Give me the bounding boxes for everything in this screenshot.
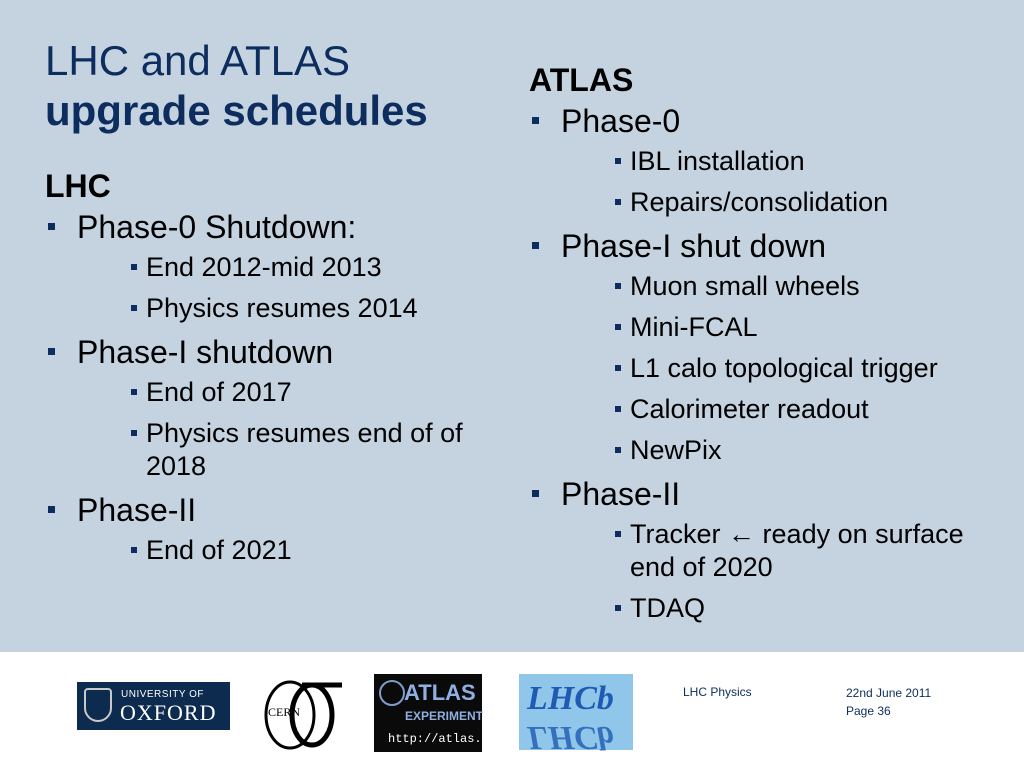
atlas-logo-title: ATLAS	[404, 680, 476, 705]
sub-list	[77, 376, 485, 483]
atlas-list	[529, 102, 1009, 625]
oxford-logo	[77, 682, 230, 730]
atlas-heading: ATLAS	[529, 62, 634, 98]
lhcb-logo	[519, 674, 633, 756]
atlas-item-phase0	[529, 102, 1009, 219]
footer-title: LHC Physics	[683, 685, 752, 699]
list-item-label: Phase-I shutdown	[77, 334, 334, 370]
sub-list	[561, 518, 1009, 625]
list-item: Repairs/consolidation	[615, 186, 1009, 219]
sub-list	[77, 251, 485, 325]
globe-icon	[379, 680, 405, 706]
sub-list	[77, 534, 485, 567]
atlas-column	[529, 58, 1009, 633]
list-item-tracker	[615, 518, 1009, 584]
list-item: Physics resumes end of of 2018	[131, 417, 485, 483]
list-item: Muon small wheels	[615, 270, 1009, 303]
lhc-column	[45, 164, 485, 575]
list-item: End 2012-mid 2013	[131, 251, 485, 284]
lhcb-logo-text: LHCb	[527, 680, 614, 717]
lhc-item-phase1	[45, 333, 485, 483]
atlas-item-phase1	[529, 227, 1009, 467]
title-line-1: LHC and ATLAS	[45, 37, 351, 84]
sub-list	[561, 145, 1009, 219]
oxford-univ-text: UNIVERSITY OF	[121, 689, 204, 700]
list-item: IBL installation	[615, 145, 1009, 178]
atlas-logo	[374, 674, 497, 752]
oxford-crest-icon	[84, 688, 112, 722]
title-line-2: upgrade schedules	[45, 87, 428, 134]
list-item-label: Phase-0	[561, 103, 681, 139]
cern-text: CERN	[268, 705, 301, 719]
lhc-heading: LHC	[45, 168, 111, 204]
list-item: NewPix	[615, 434, 1009, 467]
lhcb-logo-reflection: LHCb	[527, 719, 614, 756]
list-item: L1 calo topological trigger	[615, 352, 1009, 385]
atlas-logo-subtitle: EXPERIMENT	[405, 709, 484, 723]
left-arrow-icon: ←	[728, 519, 756, 549]
lhc-item-phase0	[45, 208, 485, 325]
list-item-label: Phase-I shut down	[561, 228, 827, 264]
list-item: Mini-FCAL	[615, 311, 1009, 344]
tracker-label: Tracker	[630, 519, 721, 549]
cern-logo	[262, 677, 344, 753]
page-number: Page 36	[846, 704, 891, 718]
list-item: End of 2021	[131, 534, 485, 567]
tracker-suffix: ready on surface end of 2020	[630, 519, 964, 582]
list-item-label: Phase-II	[561, 476, 681, 512]
footer-date: 22nd June 2011	[846, 686, 932, 700]
list-item: Physics resumes 2014	[131, 292, 485, 325]
list-item: End of 2017	[131, 376, 485, 409]
list-item-label: Phase-II	[77, 492, 197, 528]
list-item: TDAQ	[615, 592, 1009, 625]
atlas-logo-url: http://atlas.ch	[388, 732, 497, 746]
list-item-label: Phase-0 Shutdown:	[77, 209, 357, 245]
slide-title	[45, 36, 428, 136]
lhc-list	[45, 208, 485, 567]
list-item: Calorimeter readout	[615, 393, 1009, 426]
lhc-item-phase2	[45, 491, 485, 567]
oxford-name-text: OXFORD	[120, 700, 217, 725]
atlas-item-phase2	[529, 475, 1009, 625]
sub-list	[561, 270, 1009, 467]
